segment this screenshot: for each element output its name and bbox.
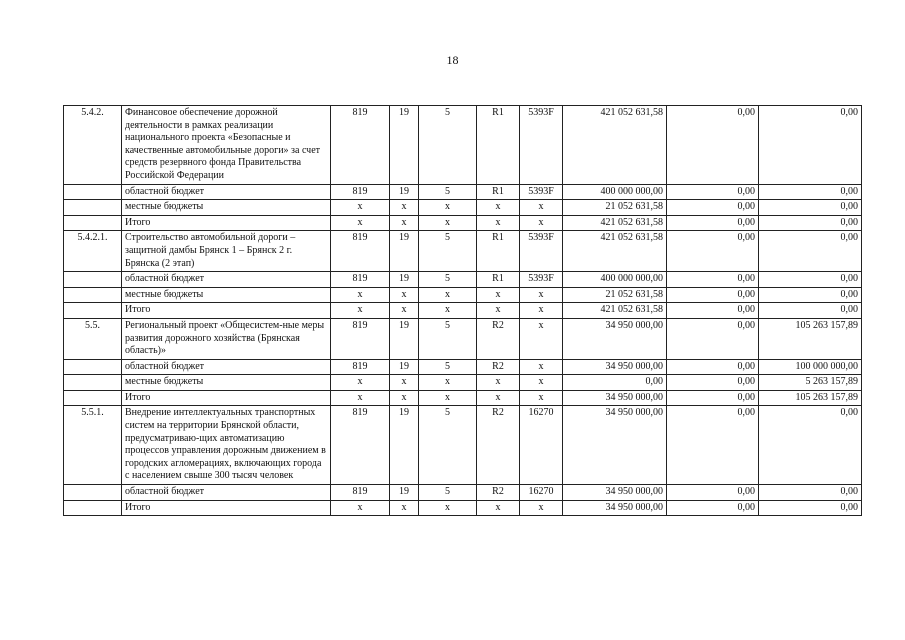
cell-expense-code: 5393F bbox=[520, 184, 563, 200]
cell-grbs: 819 bbox=[331, 106, 390, 185]
cell-item-name: местные бюджеты bbox=[122, 375, 331, 391]
cell-program-code: х bbox=[477, 200, 520, 216]
cell-amount-1: 34 950 000,00 bbox=[563, 390, 667, 406]
cell-subsection: 5 bbox=[419, 272, 477, 288]
cell-program-code: х bbox=[477, 215, 520, 231]
cell-amount-3: 0,00 bbox=[759, 303, 862, 319]
cell-grbs: х bbox=[331, 303, 390, 319]
cell-amount-1: 21 052 631,58 bbox=[563, 287, 667, 303]
cell-item-number bbox=[64, 485, 122, 501]
cell-program-code: R2 bbox=[477, 359, 520, 375]
cell-amount-1: 400 000 000,00 bbox=[563, 184, 667, 200]
cell-expense-code: х bbox=[520, 359, 563, 375]
cell-grbs: х bbox=[331, 390, 390, 406]
cell-grbs: 819 bbox=[331, 318, 390, 359]
cell-section: 19 bbox=[390, 359, 419, 375]
cell-expense-code: х bbox=[520, 215, 563, 231]
cell-amount-1: 34 950 000,00 bbox=[563, 359, 667, 375]
table-row bbox=[64, 287, 862, 303]
cell-subsection: 5 bbox=[419, 406, 477, 485]
cell-subsection: х bbox=[419, 200, 477, 216]
cell-subsection: 5 bbox=[419, 184, 477, 200]
cell-amount-3: 0,00 bbox=[759, 485, 862, 501]
table-row bbox=[64, 318, 862, 359]
cell-program-code: R1 bbox=[477, 272, 520, 288]
cell-expense-code: х bbox=[520, 500, 563, 516]
cell-item-name: Строительство автомобильной дороги – защитной дамбы Брянск 1 – Брянск 2 г. Брянска (2 этап) bbox=[122, 231, 331, 272]
cell-subsection: х bbox=[419, 215, 477, 231]
cell-item-number bbox=[64, 500, 122, 516]
table-body bbox=[64, 106, 862, 516]
cell-amount-3: 105 263 157,89 bbox=[759, 318, 862, 359]
cell-item-name: Итого bbox=[122, 390, 331, 406]
cell-section: 19 bbox=[390, 106, 419, 185]
cell-item-number bbox=[64, 215, 122, 231]
cell-grbs: х bbox=[331, 500, 390, 516]
table-row bbox=[64, 231, 862, 272]
cell-grbs: х bbox=[331, 287, 390, 303]
cell-item-number bbox=[64, 303, 122, 319]
cell-amount-2: 0,00 bbox=[667, 200, 759, 216]
cell-amount-2: 0,00 bbox=[667, 287, 759, 303]
cell-grbs: х bbox=[331, 375, 390, 391]
cell-amount-3: 105 263 157,89 bbox=[759, 390, 862, 406]
cell-subsection: х bbox=[419, 375, 477, 391]
cell-amount-2: 0,00 bbox=[667, 359, 759, 375]
cell-expense-code: х bbox=[520, 390, 563, 406]
cell-expense-code: 5393F bbox=[520, 106, 563, 185]
cell-amount-1: 0,00 bbox=[563, 375, 667, 391]
cell-amount-1: 34 950 000,00 bbox=[563, 406, 667, 485]
cell-amount-2: 0,00 bbox=[667, 406, 759, 485]
cell-section: 19 bbox=[390, 406, 419, 485]
cell-section: 19 bbox=[390, 318, 419, 359]
cell-expense-code: 5393F bbox=[520, 272, 563, 288]
cell-amount-1: 21 052 631,58 bbox=[563, 200, 667, 216]
cell-item-number bbox=[64, 184, 122, 200]
cell-section: х bbox=[390, 375, 419, 391]
cell-amount-3: 0,00 bbox=[759, 406, 862, 485]
cell-subsection: 5 bbox=[419, 318, 477, 359]
cell-program-code: R1 bbox=[477, 106, 520, 185]
cell-amount-2: 0,00 bbox=[667, 485, 759, 501]
cell-item-number bbox=[64, 272, 122, 288]
cell-amount-2: 0,00 bbox=[667, 106, 759, 185]
cell-item-number: 5.5. bbox=[64, 318, 122, 359]
cell-section: х bbox=[390, 500, 419, 516]
cell-item-name: Итого bbox=[122, 303, 331, 319]
table-row bbox=[64, 106, 862, 185]
cell-amount-3: 0,00 bbox=[759, 272, 862, 288]
table-row bbox=[64, 200, 862, 216]
cell-amount-2: 0,00 bbox=[667, 375, 759, 391]
cell-amount-3: 0,00 bbox=[759, 287, 862, 303]
cell-amount-1: 421 052 631,58 bbox=[563, 106, 667, 185]
cell-program-code: х bbox=[477, 500, 520, 516]
cell-grbs: 819 bbox=[331, 485, 390, 501]
cell-amount-1: 400 000 000,00 bbox=[563, 272, 667, 288]
cell-grbs: 819 bbox=[331, 231, 390, 272]
cell-expense-code: 16270 bbox=[520, 485, 563, 501]
cell-amount-3: 5 263 157,89 bbox=[759, 375, 862, 391]
cell-section: х bbox=[390, 200, 419, 216]
table-row bbox=[64, 390, 862, 406]
cell-grbs: 819 bbox=[331, 272, 390, 288]
cell-program-code: х bbox=[477, 303, 520, 319]
cell-expense-code: х bbox=[520, 200, 563, 216]
cell-program-code: R1 bbox=[477, 184, 520, 200]
cell-item-name: областной бюджет bbox=[122, 485, 331, 501]
cell-subsection: 5 bbox=[419, 485, 477, 501]
cell-amount-1: 34 950 000,00 bbox=[563, 485, 667, 501]
cell-section: 19 bbox=[390, 184, 419, 200]
cell-grbs: х bbox=[331, 215, 390, 231]
cell-item-name: Внедрение интеллектуальных транспортных систем на территории Брянской области, предусматриваю-щих автоматизацию процессов управления дорожным движением в городских агломерациях, включающих города с населением свыше 300 тысяч человек bbox=[122, 406, 331, 485]
cell-item-name: местные бюджеты bbox=[122, 287, 331, 303]
cell-amount-1: 421 052 631,58 bbox=[563, 231, 667, 272]
cell-program-code: R2 bbox=[477, 318, 520, 359]
table-row bbox=[64, 406, 862, 485]
cell-item-name: Итого bbox=[122, 215, 331, 231]
cell-amount-3: 0,00 bbox=[759, 231, 862, 272]
cell-item-name: областной бюджет bbox=[122, 359, 331, 375]
cell-section: х bbox=[390, 287, 419, 303]
cell-subsection: х bbox=[419, 303, 477, 319]
cell-section: х bbox=[390, 390, 419, 406]
cell-amount-2: 0,00 bbox=[667, 303, 759, 319]
cell-amount-3: 100 000 000,00 bbox=[759, 359, 862, 375]
cell-amount-2: 0,00 bbox=[667, 231, 759, 272]
table-row bbox=[64, 375, 862, 391]
cell-program-code: х bbox=[477, 287, 520, 303]
cell-program-code: R2 bbox=[477, 485, 520, 501]
cell-amount-1: 34 950 000,00 bbox=[563, 500, 667, 516]
cell-grbs: 819 bbox=[331, 406, 390, 485]
cell-amount-1: 421 052 631,58 bbox=[563, 303, 667, 319]
cell-grbs: х bbox=[331, 200, 390, 216]
cell-section: х bbox=[390, 215, 419, 231]
cell-item-name: областной бюджет bbox=[122, 272, 331, 288]
cell-item-name: Итого bbox=[122, 500, 331, 516]
cell-grbs: 819 bbox=[331, 184, 390, 200]
cell-amount-2: 0,00 bbox=[667, 184, 759, 200]
cell-section: 19 bbox=[390, 485, 419, 501]
cell-subsection: х bbox=[419, 287, 477, 303]
cell-amount-3: 0,00 bbox=[759, 106, 862, 185]
cell-item-name: местные бюджеты bbox=[122, 200, 331, 216]
cell-expense-code: х bbox=[520, 318, 563, 359]
cell-section: 19 bbox=[390, 272, 419, 288]
cell-program-code: R1 bbox=[477, 231, 520, 272]
cell-subsection: х bbox=[419, 390, 477, 406]
cell-item-number bbox=[64, 359, 122, 375]
cell-amount-2: 0,00 bbox=[667, 500, 759, 516]
cell-item-number: 5.5.1. bbox=[64, 406, 122, 485]
cell-subsection: 5 bbox=[419, 231, 477, 272]
cell-expense-code: 5393F bbox=[520, 231, 563, 272]
cell-program-code: R2 bbox=[477, 406, 520, 485]
cell-item-number bbox=[64, 287, 122, 303]
cell-item-number: 5.4.2. bbox=[64, 106, 122, 185]
cell-item-name: Региональный проект «Общесистем-ные меры развития дорожного хозяйства (Брянская область)» bbox=[122, 318, 331, 359]
cell-item-number bbox=[64, 200, 122, 216]
table-row bbox=[64, 303, 862, 319]
cell-section: х bbox=[390, 303, 419, 319]
table-row bbox=[64, 184, 862, 200]
cell-item-number: 5.4.2.1. bbox=[64, 231, 122, 272]
cell-subsection: 5 bbox=[419, 359, 477, 375]
table-row bbox=[64, 272, 862, 288]
cell-grbs: 819 bbox=[331, 359, 390, 375]
cell-subsection: х bbox=[419, 500, 477, 516]
cell-amount-2: 0,00 bbox=[667, 390, 759, 406]
table-row bbox=[64, 359, 862, 375]
cell-amount-2: 0,00 bbox=[667, 215, 759, 231]
cell-amount-3: 0,00 bbox=[759, 215, 862, 231]
cell-item-number bbox=[64, 390, 122, 406]
cell-section: 19 bbox=[390, 231, 419, 272]
cell-program-code: х bbox=[477, 390, 520, 406]
budget-table bbox=[63, 105, 862, 516]
cell-item-name: Финансовое обеспечение дорожной деятельности в рамках реализации национального проекта «Безопасные и качественные автомобильные дороги» за счет средств резервного фонда Правительства Российской Федерации bbox=[122, 106, 331, 185]
table-row bbox=[64, 485, 862, 501]
cell-amount-1: 34 950 000,00 bbox=[563, 318, 667, 359]
cell-amount-1: 421 052 631,58 bbox=[563, 215, 667, 231]
table-row bbox=[64, 500, 862, 516]
cell-item-number bbox=[64, 375, 122, 391]
cell-amount-2: 0,00 bbox=[667, 272, 759, 288]
cell-expense-code: 16270 bbox=[520, 406, 563, 485]
cell-program-code: х bbox=[477, 375, 520, 391]
cell-expense-code: х bbox=[520, 287, 563, 303]
cell-amount-3: 0,00 bbox=[759, 200, 862, 216]
cell-expense-code: х bbox=[520, 303, 563, 319]
cell-amount-3: 0,00 bbox=[759, 184, 862, 200]
cell-item-name: областной бюджет bbox=[122, 184, 331, 200]
cell-amount-3: 0,00 bbox=[759, 500, 862, 516]
cell-subsection: 5 bbox=[419, 106, 477, 185]
page-number: 18 bbox=[446, 53, 459, 67]
cell-amount-2: 0,00 bbox=[667, 318, 759, 359]
cell-expense-code: х bbox=[520, 375, 563, 391]
table-row bbox=[64, 215, 862, 231]
